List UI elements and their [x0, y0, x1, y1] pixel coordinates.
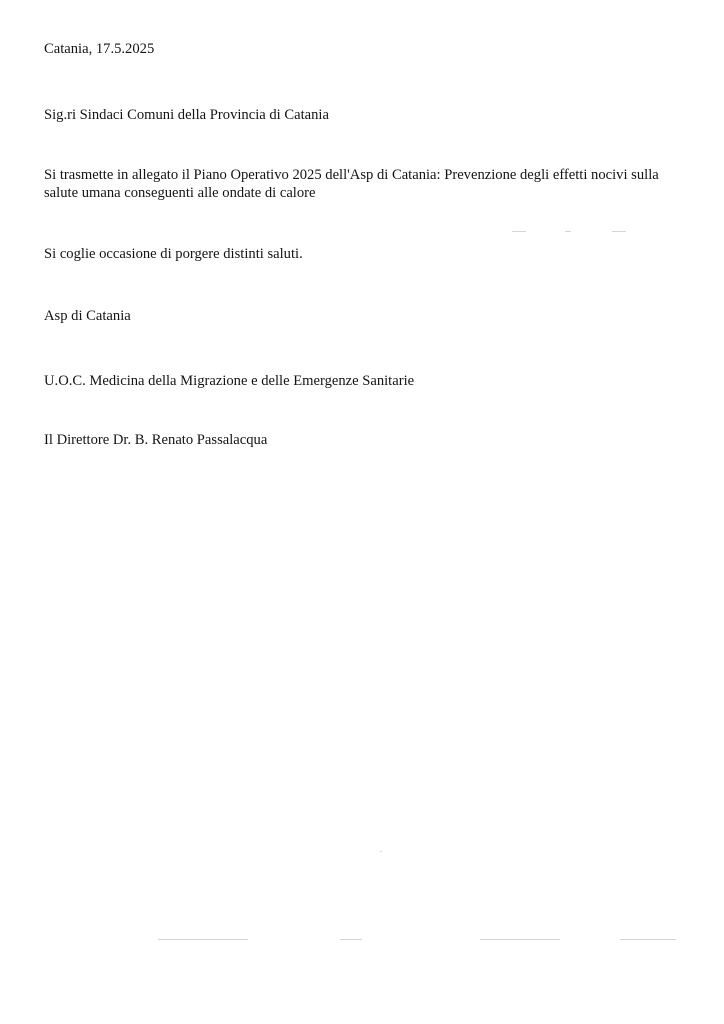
scan-artifact — [620, 939, 676, 940]
body-line-1: Si trasmette in allegato il Piano Operativo 2025 dell'Asp di Catania: Prevenzione degli effetti nocivi sulla — [44, 167, 659, 183]
scan-artifact — [158, 939, 248, 940]
scan-artifact — [612, 231, 626, 232]
scan-artifact — [512, 231, 526, 232]
department-line: U.O.C. Medicina della Migrazione e delle Emergenze Sanitarie — [44, 373, 415, 389]
date-line: Catania, 17.5.2025 — [44, 41, 155, 57]
recipient-line: Sig.ri Sindaci Comuni della Provincia di Catania — [44, 107, 329, 123]
scan-artifact — [380, 851, 382, 852]
body-paragraph — [44, 166, 694, 202]
signatory-line: Il Direttore Dr. B. Renato Passalacqua — [44, 432, 268, 448]
scan-artifact — [480, 939, 560, 940]
scan-artifact — [340, 939, 362, 940]
body-line-2: salute umana conseguenti alle ondate di calore — [44, 185, 316, 201]
organization-line: Asp di Catania — [44, 308, 131, 324]
scan-artifact — [565, 231, 571, 232]
closing-line: Si coglie occasione di porgere distinti saluti. — [44, 246, 303, 262]
